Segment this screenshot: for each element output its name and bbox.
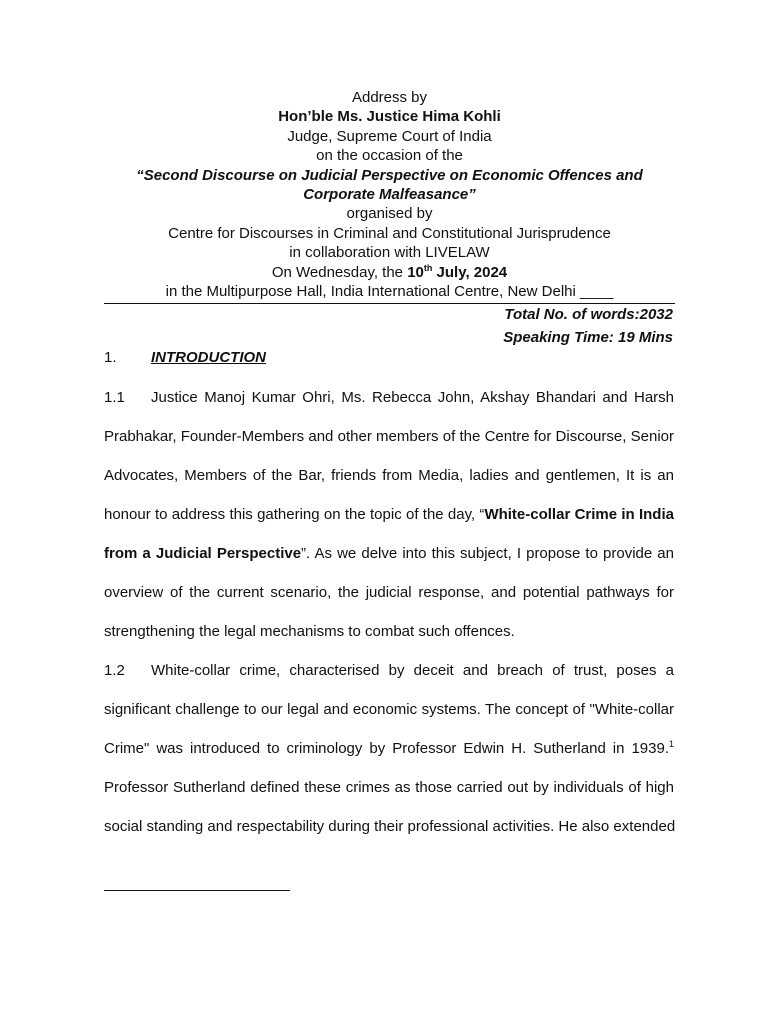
section-title: INTRODUCTION <box>151 349 266 366</box>
event-date <box>104 263 675 282</box>
speaker-name: Hon’ble Ms. Justice Hima Kohli <box>278 108 501 126</box>
occasion-line: on the occasion of the <box>316 147 463 165</box>
p1-line7: strengthening the legal mechanisms to combat such offences. <box>104 623 515 640</box>
section-heading <box>104 349 266 366</box>
p2-line1: 1.2 White-collar crime, characterised by deceit and breach of trust, poses a <box>104 662 674 679</box>
event-title-line1: “Second Discourse on Judicial Perspective on Economic Offences and <box>136 166 643 184</box>
word-count: Total No. of words:2032 <box>504 306 673 323</box>
organiser-line2: in collaboration with LIVELAW <box>289 244 490 262</box>
p1-line6: overview of the current scenario, the judicial response, and potential pathways for <box>104 584 674 601</box>
date-prefix: On Wednesday, the <box>271 263 408 281</box>
venue-line: in the Multipurpose Hall, India International Centre, New Delhi ____ <box>165 283 614 301</box>
topic-title-part1: White-collar Crime in India <box>484 506 674 523</box>
organiser-line1: Centre for Discourses in Criminal and Constitutional Jurisprudence <box>168 224 611 242</box>
topic-title-part2: from a Judicial Perspective <box>104 545 302 562</box>
header-address-by: Address by <box>351 89 428 106</box>
organised-by-line: organised by <box>346 205 433 223</box>
date-suffix: th <box>423 262 433 273</box>
footnote-marker[interactable]: 1 <box>668 739 674 749</box>
date-month-year: July, 2024 <box>432 263 508 281</box>
p1-line4: honour to address this gathering on the topic of the day, “White-collar Crime in India <box>104 506 674 523</box>
p2-line3: Crime" was introduced to criminology by Professor Edwin H. Sutherland in 1939.$^1$ <box>104 739 674 757</box>
p2-number: 1.2 <box>104 662 125 679</box>
p1-line1: 1.1 Justice Manoj Kumar Ohri, Ms. Rebecca John, Akshay Bhandari and Harsh <box>104 389 674 406</box>
p2-line5: social standing and respectability during their professional activities. He also extended <box>104 818 676 835</box>
footnote-separator <box>104 890 290 891</box>
p1-line5: from a Judicial Perspective”. As we delve into this subject, I propose to provide an <box>104 545 674 562</box>
p1-line2: Prabhakar, Founder-Members and other members of the Centre for Discourse, Senior <box>104 428 674 445</box>
p2-line4: Professor Sutherland defined these crimes as those carried out by individuals of high <box>104 779 674 796</box>
speaker-role: Judge, Supreme Court of India <box>287 127 492 145</box>
p2-line2: significant challenge to our legal and economic systems. The concept of "White-collar <box>104 701 674 718</box>
event-title-line2: Corporate Malfeasance” <box>303 186 476 204</box>
speaking-time: Speaking Time: 19 Mins <box>503 329 673 346</box>
address-header <box>104 88 675 301</box>
section-number: 1. <box>104 349 117 366</box>
header-divider <box>104 303 675 304</box>
p1-number: 1.1 <box>104 389 125 406</box>
p1-line3: Advocates, Members of the Bar, friends from Media, ladies and gentlemen, It is an <box>104 467 674 484</box>
date-day: 10 <box>407 263 424 281</box>
